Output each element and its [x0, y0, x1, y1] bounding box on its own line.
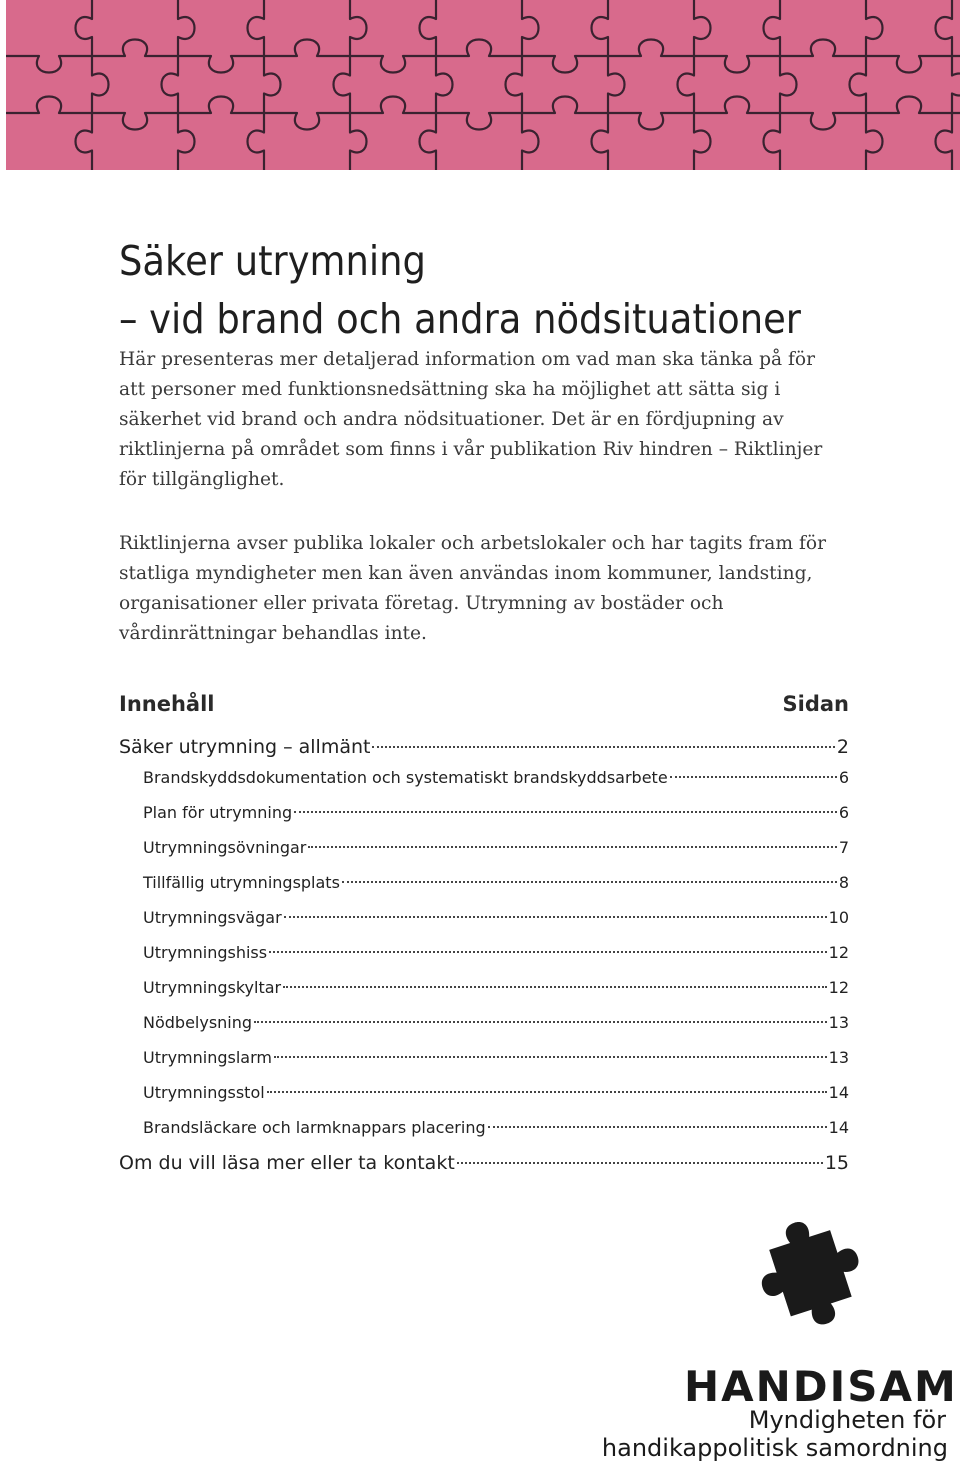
toc-entry-page: 6 — [838, 768, 849, 787]
toc-row[interactable] — [143, 938, 849, 968]
puzzle-piece-icon — [740, 1218, 890, 1358]
toc-leader-dots — [342, 881, 837, 883]
toc-leader-dots — [269, 951, 827, 953]
toc-leader-dots — [274, 1056, 827, 1058]
toc-leader-dots — [284, 916, 827, 918]
toc-row[interactable] — [143, 1078, 849, 1108]
toc-entry-page: 15 — [824, 1152, 849, 1174]
logo-name: HANDISAM — [684, 1362, 958, 1411]
toc-row[interactable] — [143, 833, 849, 863]
toc-entry-page: 12 — [828, 978, 849, 997]
title-line-1: Säker utrymning — [119, 237, 426, 285]
toc-entry-page: 10 — [828, 908, 849, 927]
puzzle-outline — [6, 0, 960, 170]
toc-entry-title: Utrymningshiss — [143, 943, 268, 962]
puzzle-banner — [6, 0, 960, 170]
toc-row[interactable] — [143, 1008, 849, 1038]
toc-entry-page: 2 — [836, 736, 849, 758]
intro-paragraph: Här presenteras mer detaljerad information om vad man ska tänka på för att personer med funktionsnedsättning ska ha möjlighet att sätta sig i säkerhet vid brand och andra nödsituationer. Det är en fördjupning av riktlinjerna på området som finns i vår publikation Riv hindren – Riktlinjer för tillgänglighet. — [119, 348, 823, 490]
toc-entry-page: 14 — [828, 1118, 849, 1137]
toc-entry-title: Nödbelysning — [143, 1013, 253, 1032]
title-line-2: – vid brand och andra nödsituationer — [119, 295, 801, 343]
toc-entry-title: Utrymningsövningar — [143, 838, 307, 857]
toc-entry-page: 8 — [838, 873, 849, 892]
toc-leader-dots — [372, 746, 834, 748]
toc-leader-dots — [254, 1021, 827, 1023]
toc-leader-dots — [308, 846, 836, 848]
toc-entry-title: Brandskyddsdokumentation och systematiskt brandskyddsarbete — [143, 768, 668, 787]
puzzle-pattern-icon — [6, 0, 960, 170]
toc-entry-title: Utrymningsstol — [143, 1083, 265, 1102]
toc-entry-title: Om du vill läsa mer eller ta kontakt — [119, 1152, 455, 1174]
toc-entry-page: 12 — [828, 943, 849, 962]
toc-entry-title: Utrymningskyltar — [143, 978, 282, 997]
toc-row[interactable] — [143, 763, 849, 793]
toc-row[interactable] — [143, 868, 849, 898]
toc-entry-title: Tillfällig utrymningsplats — [143, 873, 340, 892]
toc-leader-dots — [283, 986, 827, 988]
toc-entry-title: Utrymningsvägar — [143, 908, 282, 927]
toc-entry-title: Säker utrymning – allmänt — [119, 736, 371, 758]
toc-leader-dots — [267, 1091, 827, 1093]
logo-subtitle-2: handikappolitisk samordning — [601, 1434, 948, 1462]
toc-entry-title: Utrymningslarm — [143, 1048, 272, 1067]
toc-leader-dots — [488, 1126, 827, 1128]
toc-leader-dots — [457, 1162, 823, 1164]
toc-row[interactable] — [119, 732, 849, 762]
document-title — [119, 232, 803, 348]
toc-row[interactable] — [143, 973, 849, 1003]
toc-leader-dots — [294, 811, 837, 813]
toc-heading-contents: Innehåll — [119, 692, 215, 716]
toc-row[interactable] — [119, 1148, 849, 1178]
toc-row[interactable] — [143, 1113, 849, 1143]
toc-heading-page: Sidan — [782, 692, 849, 716]
handisam-logo — [601, 1218, 960, 1466]
toc-row[interactable] — [143, 798, 849, 828]
toc-entry-page: 7 — [838, 838, 849, 857]
toc-entry-page: 14 — [828, 1083, 849, 1102]
toc-leader-dots — [670, 776, 837, 778]
toc-entry-page: 6 — [838, 803, 849, 822]
toc-row[interactable] — [143, 1043, 849, 1073]
logo-subtitle-1: Myndigheten för — [748, 1406, 946, 1434]
toc-row[interactable] — [143, 903, 849, 933]
toc-entry-title: Brandsläckare och larmknappars placering — [143, 1118, 486, 1137]
toc-entry-page: 13 — [828, 1048, 849, 1067]
scope-paragraph: Riktlinjerna avser publika lokaler och arbetslokaler och har tagits fram för statliga myndigheter men kan även användas inom kommuner, landsting, organisationer eller privata företag. Utrymning av bostäder och vårdinrättningar behandlas inte. — [119, 532, 826, 644]
toc-entry-title: Plan för utrymning — [143, 803, 293, 822]
toc-heading — [119, 692, 849, 724]
toc-entry-page: 13 — [828, 1013, 849, 1032]
